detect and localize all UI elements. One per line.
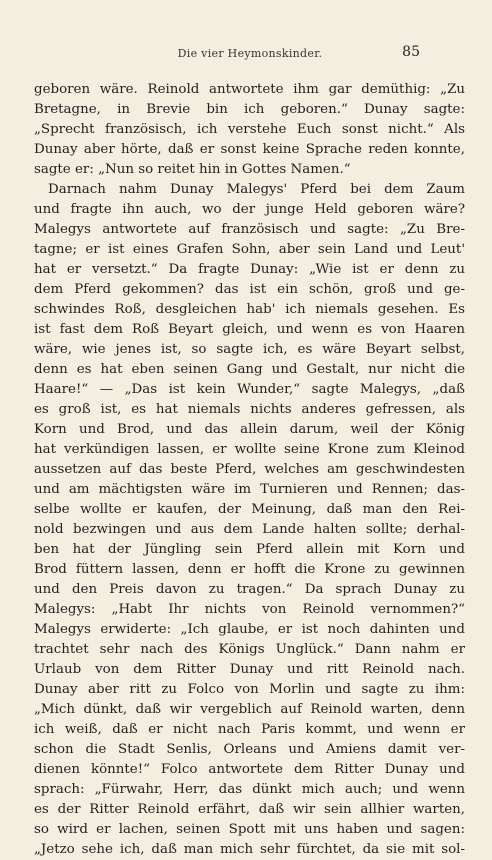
body-text: [34, 80, 465, 860]
running-title: Die vier Heymonskinder.: [177, 47, 323, 60]
text-line: es groß ist, es hat niemals nichts anderes gefressen, als: [34, 402, 465, 417]
text-line: ben hat der Jüngling sein Pferd allein mit Korn und: [34, 542, 465, 557]
text-line: schon die Stadt Senlis, Orleans und Amiens damit ver-: [34, 742, 465, 757]
text-line: dem Pferd gekommen? das ist ein schön, groß und ge-: [34, 282, 465, 297]
text-line: „Mich dünkt, daß wir vergeblich auf Reinold warten, denn: [34, 702, 465, 717]
text-line: geboren wäre. Reinold antwortete ihm gar demüthig: „Zu: [34, 82, 465, 97]
text-line: es der Ritter Reinold erfährt, daß wir sein allhier warten,: [34, 802, 465, 817]
text-line: trachtet sehr nach des Königs Unglück.“ Dann nahm er: [34, 642, 465, 657]
text-line: und fragte ihn auch, wo der junge Held geboren wäre?: [34, 202, 465, 217]
text-line: wäre, wie jenes ist, so sagte ich, es wäre Beyart selbst,: [34, 342, 465, 357]
text-line: denn es hat eben seinen Gang und Gestalt, nur nicht die: [34, 362, 465, 377]
text-line: Malegys: „Habt Ihr nichts von Reinold vernommen?“: [34, 602, 465, 617]
text-line: schwindes Roß, desgleichen hab' ich niemals gesehen. Es: [34, 302, 465, 317]
text-line: Malegys erwiderte: „Ich glaube, er ist noch dahinten und: [34, 622, 465, 637]
text-line: „Sprecht französisch, ich verstehe Euch sonst nicht.“ Als: [34, 122, 465, 137]
text-line: ist fast dem Roß Beyart gleich, und wenn es von Haaren: [34, 322, 465, 337]
text-line: Malegys antwortete auf französisch und sagte: „Zu Bre-: [34, 222, 465, 237]
text-line: hat verkündigen lassen, er wollte seine Krone zum Kleinod: [34, 442, 465, 457]
text-line: Urlaub von dem Ritter Dunay und ritt Reinold nach.: [34, 662, 465, 677]
text-line: sagte er: „Nun so reitet hin in Gottes Namen.“: [34, 162, 351, 177]
text-line: hat er versetzt.“ Da fragte Dunay: „Wie ist er denn zu: [34, 262, 465, 277]
text-line: nold bezwingen und aus dem Lande halten sollte; derhal-: [34, 522, 465, 537]
text-line: selbe wollte er kaufen, der Meinung, daß man den Rei-: [34, 502, 465, 517]
text-line: ich weiß, daß er nicht nach Paris kommt, und wenn er: [34, 722, 465, 737]
text-line: Bretagne, in Brevie bin ich geboren.“ Dunay sagte:: [34, 102, 465, 117]
text-line: Haare!“ — „Das ist kein Wunder,“ sagte Malegys, „daß: [34, 382, 465, 397]
text-line: sprach: „Fürwahr, Herr, das dünkt mich auch; und wenn: [34, 782, 465, 797]
text-line: „Jetzo sehe ich, daß man mich sehr fürchtet, da sie mit sol-: [34, 842, 465, 857]
text-line: und den Preis davon zu tragen.“ Da sprach Dunay zu: [34, 582, 465, 597]
page-number: 85: [402, 44, 420, 60]
text-line: Brod füttern lassen, denn er hofft die Krone zu gewinnen: [34, 562, 465, 577]
text-line: Darnach nahm Dunay Malegys' Pferd bei dem Zaum: [48, 182, 465, 197]
text-line: Dunay aber hörte, daß er sonst keine Sprache reden konnte,: [34, 142, 465, 157]
text-line: so wird er lachen, seinen Spott mit uns haben und sagen:: [34, 822, 465, 837]
text-line: und am mächtigsten wäre im Turnieren und Rennen; das-: [34, 482, 465, 497]
text-line: Dunay aber ritt zu Folco von Morlin und sagte zu ihm:: [34, 682, 465, 697]
text-line: tagne; er ist eines Grafen Sohn, aber sein Land und Leut': [34, 242, 465, 257]
text-line: aussetzen auf das beste Pferd, welches am geschwindesten: [34, 462, 465, 477]
text-line: dienen könnte!“ Folco antwortete dem Ritter Dunay und: [34, 762, 465, 777]
text-line: Korn und Brod, und das allein darum, weil der König: [34, 422, 465, 437]
